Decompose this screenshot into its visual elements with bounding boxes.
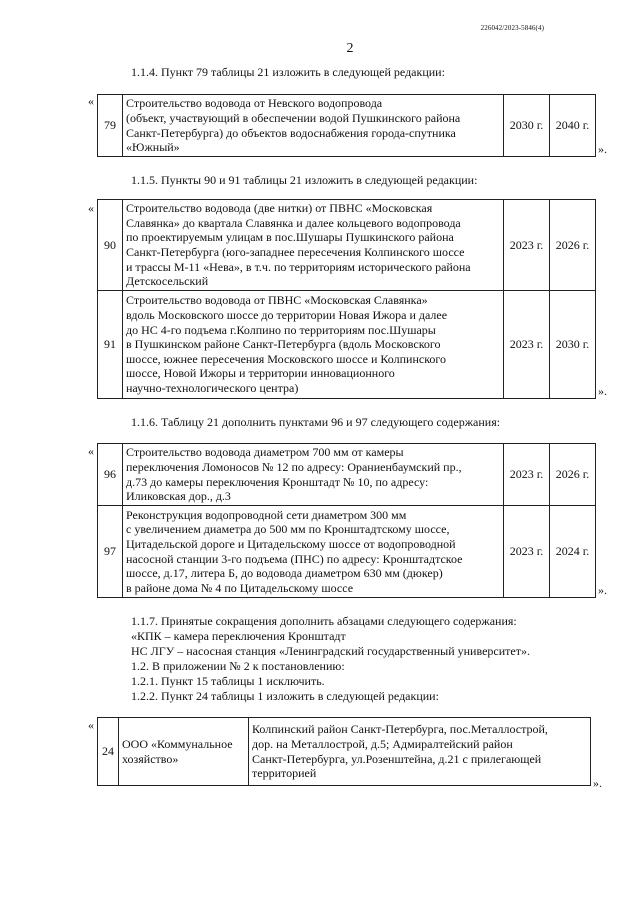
address-line: дор. на Металлострой, д.5; Адмиралтейский район xyxy=(252,736,513,751)
close-quote: ». xyxy=(598,583,607,597)
paragraph-1-2-1: 1.2.1. Пункт 15 таблицы 1 исключить. xyxy=(131,674,325,688)
paragraph-1-1-7: 1.1.7. Принятые сокращения дополнить абзацами следующего содержания: xyxy=(131,614,517,628)
desc-line: Строительство водовода диаметром 700 мм от камеры xyxy=(126,445,404,460)
row-description xyxy=(123,200,504,291)
table-1-2-2 xyxy=(97,717,591,786)
open-quote: « xyxy=(88,201,94,215)
table-row xyxy=(98,95,596,157)
organization-cell xyxy=(119,718,249,786)
close-quote: ». xyxy=(593,776,602,790)
paragraph-1-2: 1.2. В приложении № 2 к постановлению: xyxy=(131,659,345,673)
table-row xyxy=(98,291,596,399)
desc-line: Строительство водовода от ПВНС «Московская Славянка» xyxy=(126,293,428,308)
row-number: 96 xyxy=(98,444,123,506)
desc-line: по проектируемым улицам в пос.Шушары Пушкинского района xyxy=(126,230,454,245)
year-end: 2026 г. xyxy=(550,444,596,506)
table-row xyxy=(98,506,596,598)
row-number: 97 xyxy=(98,506,123,598)
row-description xyxy=(123,506,504,598)
paragraph-1-2-2: 1.2.2. Пункт 24 таблицы 1 изложить в следующей редакции: xyxy=(131,689,439,703)
desc-line: шоссе, д.17, литера Б, до водовода диаметром 630 мм (дюкер) xyxy=(126,566,443,581)
desc-line: переключения Ломоносов № 12 по адресу: Ораниенбаумский пр., xyxy=(126,459,462,474)
desc-line: (объект, участвующий в обеспечении водой Пушкинского района xyxy=(126,110,461,125)
desc-line: Славянка» до квартала Славянка и далее кольцевого водопровода xyxy=(126,215,461,230)
row-description xyxy=(123,95,504,157)
desc-line: «Южный» xyxy=(126,140,180,155)
year-start: 2023 г. xyxy=(504,200,550,291)
year-end: 2040 г. xyxy=(550,95,596,157)
row-number: 90 xyxy=(98,200,123,291)
abbreviation-ns-lgu: НС ЛГУ – насосная станция «Ленинградский государственный университет». xyxy=(131,644,530,658)
paragraph-1-1-6: 1.1.6. Таблицу 21 дополнить пунктами 96 и 97 следующего содержания: xyxy=(131,415,501,429)
row-description xyxy=(123,291,504,399)
desc-line: вдоль Московского шоссе до территории Новая Ижора и далее xyxy=(126,308,448,323)
desc-line: Реконструкция водопроводной сети диаметром 300 мм xyxy=(126,507,407,522)
table-1-1-6 xyxy=(97,443,596,598)
desc-line: Санкт-Петербурга (юго-западнее пересечения Колпинского шоссе xyxy=(126,245,465,259)
abbreviation-kpk: «КПК – камера переключения Кронштадт xyxy=(131,629,346,643)
year-start: 2023 г. xyxy=(504,506,550,598)
row-number: 91 xyxy=(98,291,123,399)
row-description xyxy=(123,444,504,506)
desc-line: в районе дома № 4 по Цитадельскому шоссе xyxy=(126,580,354,595)
desc-line: Санкт-Петербурга) до объектов водоснабжения города-спутника xyxy=(126,125,456,140)
address-line: Колпинский район Санкт-Петербурга, пос.Металлострой, xyxy=(252,722,548,737)
document-number: 226042/2023-5846(4) xyxy=(480,24,544,32)
address-line: территорией xyxy=(252,766,317,781)
paragraph-1-1-5: 1.1.5. Пункты 90 и 91 таблицы 21 изложить в следующей редакции: xyxy=(131,173,478,187)
org-line: хозяйство» xyxy=(122,751,179,766)
open-quote: « xyxy=(88,718,94,732)
desc-line: Детскосельский xyxy=(126,274,209,289)
year-end: 2024 г. xyxy=(550,506,596,598)
close-quote: ». xyxy=(598,142,607,156)
table-row xyxy=(98,718,591,786)
year-end: 2026 г. xyxy=(550,200,596,291)
desc-line: Иликовская дор., д.3 xyxy=(126,489,231,504)
year-start: 2023 г. xyxy=(504,291,550,399)
desc-line: насосной станции 3-го подъема (ПНС) по адресу: Кронштадтское xyxy=(126,551,463,566)
desc-line: Цитадельской дороге и Цитадельскому шоссе от водопроводной xyxy=(126,536,456,551)
table-1-1-4 xyxy=(97,94,596,157)
row-number: 79 xyxy=(98,95,123,157)
desc-line: в Пушкинском районе Санкт-Петербурга (вдоль Московского xyxy=(126,337,441,352)
desc-line: научно-технологического центра) xyxy=(126,380,299,395)
open-quote: « xyxy=(88,444,94,458)
desc-line: Строительство водовода (две нитки) от ПВНС «Московская xyxy=(126,201,433,216)
open-quote: « xyxy=(88,94,94,108)
table-1-1-5 xyxy=(97,199,596,399)
desc-line: шоссе, южнее пересечения Московского шоссе и Колпинского xyxy=(126,351,447,366)
year-start: 2030 г. xyxy=(504,95,550,157)
table-row xyxy=(98,444,596,506)
year-end: 2030 г. xyxy=(550,291,596,399)
desc-line: до НС 4-го подъема г.Колпино по территориям пос.Шушары xyxy=(126,322,436,337)
desc-line: и трассы М-11 «Нева», в т.ч. по территориям исторического района xyxy=(126,259,471,274)
desc-line: шоссе, Новой Ижоры и территории инновационного xyxy=(126,366,395,381)
desc-line: с увеличением диаметра до 500 мм по Кронштадтскому шоссе, xyxy=(126,522,450,537)
org-line: ООО «Коммунальное xyxy=(122,736,233,751)
address-cell xyxy=(249,718,591,786)
row-number: 24 xyxy=(98,718,119,786)
address-line: Санкт-Петербурга, ул.Розенштейна, д.21 с прилегающей xyxy=(252,751,542,766)
desc-line: Строительство водовода от Невского водопровода xyxy=(126,96,383,111)
table-row xyxy=(98,200,596,291)
desc-line: д.73 до камеры переключения Кронштадт № 10, по адресу: xyxy=(126,474,429,489)
year-start: 2023 г. xyxy=(504,444,550,506)
paragraph-1-1-4: 1.1.4. Пункт 79 таблицы 21 изложить в следующей редакции: xyxy=(131,65,445,79)
close-quote: ». xyxy=(598,384,607,398)
page-number: 2 xyxy=(346,41,354,56)
